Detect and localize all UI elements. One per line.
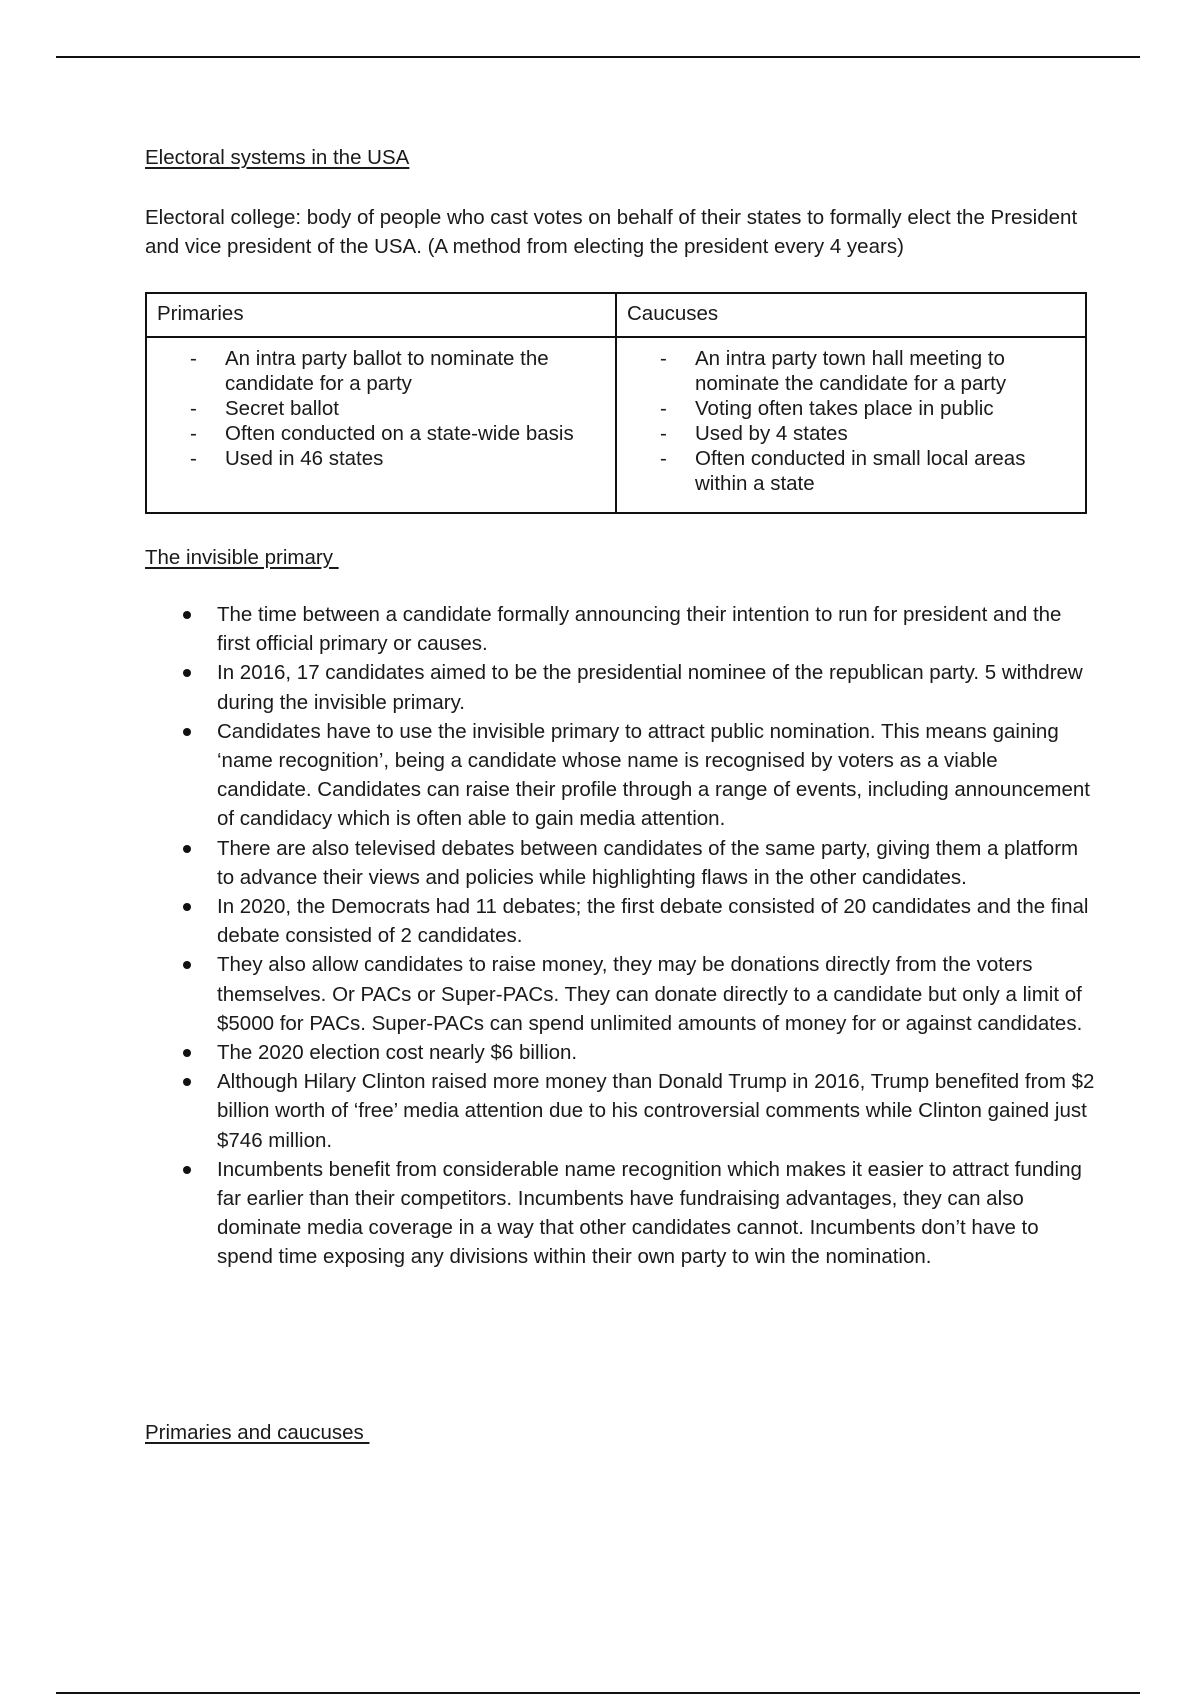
- list-item: Incumbents benefit from considerable name recognition which makes it easier to attract funding far earlier than their competitors. Incumbents have fundraising advantages, they can also dominate media coverage in a way that other candidates cannot. Incumbents don’t have to spend time exposing any divisions within their own party to win the nomination.: [217, 1155, 1097, 1272]
- section-heading-primaries-caucuses: Primaries and caucuses: [145, 1421, 370, 1444]
- comparison-table: [145, 292, 1087, 514]
- bullet-icon: [183, 669, 191, 677]
- list-item: They also allow candidates to raise money, they may be donations directly from the voters themselves. Or PACs or Super-PACs. They can donate directly to a candidate but only a limit of $5000 for PACs. Super-PACs can spend unlimited amounts of money for or against candidates.: [217, 950, 1097, 1038]
- list-item: There are also televised debates between candidates of the same party, giving them a platform to advance their views and policies while highlighting flaws in the other candidates.: [217, 834, 1097, 892]
- header-rule: [56, 56, 1140, 58]
- list-item: The time between a candidate formally announcing their intention to run for president and the first official primary or causes.: [217, 600, 1097, 658]
- bullet-icon: [183, 728, 191, 736]
- list-item: - Used by 4 states: [695, 421, 1075, 446]
- bullet-icon: [183, 961, 191, 969]
- list-item: The 2020 election cost nearly $6 billion.: [217, 1038, 1097, 1067]
- bullet-icon: [183, 845, 191, 853]
- primaries-list: [147, 346, 605, 471]
- invisible-primary-list: [217, 600, 1097, 1272]
- header-caucuses: Caucuses: [616, 293, 1086, 337]
- list-item: Although Hilary Clinton raised more money than Donald Trump in 2016, Trump benefited from $2 billion worth of ‘free’ media attention due to his controversial comments while Clinton gained just $746 million.: [217, 1067, 1097, 1155]
- list-item: - Often conducted in small local areas within a state: [695, 446, 1075, 496]
- bullet-icon: [183, 903, 191, 911]
- list-item: - An intra party town hall meeting to nominate the candidate for a party: [695, 346, 1075, 396]
- bullet-icon: [183, 1166, 191, 1174]
- bullet-icon: [183, 1049, 191, 1057]
- bullet-icon: [183, 611, 191, 619]
- bullet-icon: [183, 1078, 191, 1086]
- caucuses-list: [617, 346, 1075, 496]
- intro-paragraph: Electoral college: body of people who cast votes on behalf of their states to formally elect the President and vice president of the USA. (A method from electing the president every 4 years): [145, 206, 1078, 258]
- list-item: - Secret ballot: [225, 396, 605, 421]
- header-primaries: Primaries: [146, 293, 616, 337]
- list-item: - Voting often takes place in public: [695, 396, 1075, 421]
- page-title: Electoral systems in the USA: [145, 146, 410, 169]
- list-item: Candidates have to use the invisible primary to attract public nomination. This means gaining ‘name recognition’, being a candidate whose name is recognised by voters as a viable candidate. Candidates can raise their profile through a range of events, including announcement of candidacy which is often able to gain media attention.: [217, 717, 1097, 834]
- list-item: - Often conducted on a state-wide basis: [225, 421, 605, 446]
- list-item: In 2016, 17 candidates aimed to be the presidential nominee of the republican party. 5 withdrew during the invisible primary.: [217, 658, 1097, 716]
- list-item: In 2020, the Democrats had 11 debates; the first debate consisted of 20 candidates and the final debate consisted of 2 candidates.: [217, 892, 1097, 950]
- list-item: - An intra party ballot to nominate the candidate for a party: [225, 346, 605, 396]
- footer-rule: [56, 1692, 1140, 1694]
- section-heading-invisible-primary: The invisible primary: [145, 546, 339, 569]
- list-item: - Used in 46 states: [225, 446, 605, 471]
